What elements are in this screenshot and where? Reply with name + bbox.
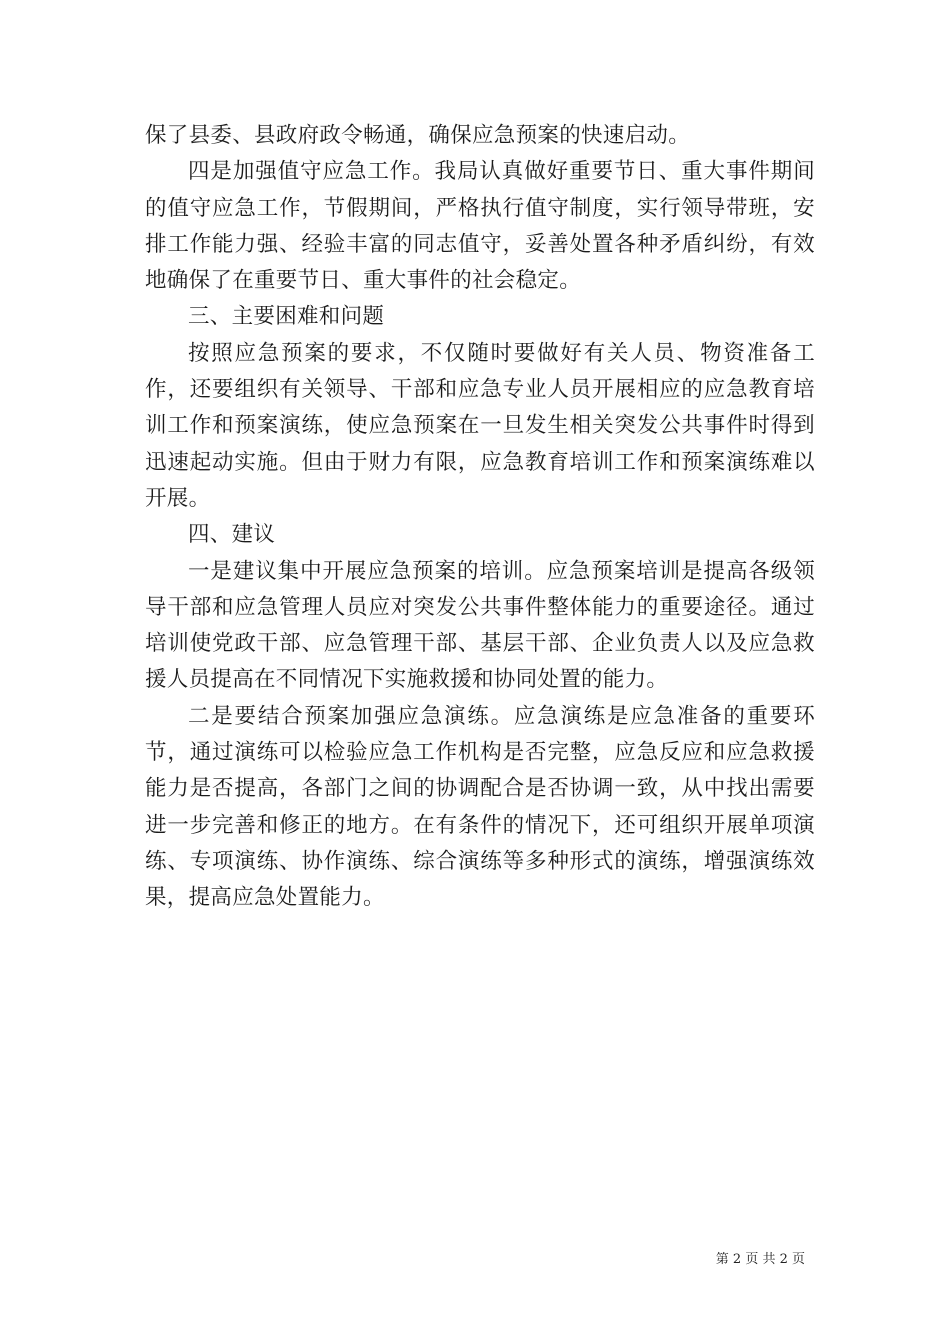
section-heading-suggestions: 四、建议 — [188, 522, 276, 548]
paragraph-4: 一是建议集中开展应急预案的培训。应急预案培训是提高各级领导干部和应急管理人员应对突发公共事件整体能力的重要途径。通过培训使党政干部、应急管理干部、基层干部、企业负责人以及应急救援人员提高在不同情况下实施救援和协同处置的能力。 — [145, 558, 815, 693]
paragraph-3: 按照应急预案的要求，不仅随时要做好有关人员、物资准备工作，还要组织有关领导、干部和应急专业人员开展相应的应急教育培训工作和预案演练，使应急预案在一旦发生相关突发公共事件时得到迅速起动实施。但由于财力有限，应急教育培训工作和预案演练难以开展。 — [145, 340, 815, 511]
page-number-footer: 第 2 页 共 2 页 — [715, 1252, 805, 1267]
paragraph-5: 二是要结合预案加强应急演练。应急演练是应急准备的重要环节，通过演练可以检验应急工作机构是否完整，应急反应和应急救援能力是否提高，各部门之间的协调配合是否协调一致，从中找出需要进一步完善和修正的地方。在有条件的情况下，还可组织开展单项演练、专项演练、协作演练、综合演练等多种形式的演练，增强演练效果，提高应急处置能力。 — [145, 703, 815, 911]
paragraph-1: 保了县委、县政府政令畅通，确保应急预案的快速启动。 — [145, 123, 691, 148]
section-heading-difficulties: 三、主要困难和问题 — [188, 304, 385, 330]
document-body — [145, 118, 815, 917]
paragraph-2: 四是加强值守应急工作。我局认真做好重要节日、重大事件期间的值守应急工作，节假期间，严格执行值守制度，实行领导带班，安排工作能力强、经验丰富的同志值守，妥善处置各种矛盾纠纷，有效地确保了在重要节日、重大事件的社会稳定。 — [145, 159, 815, 294]
